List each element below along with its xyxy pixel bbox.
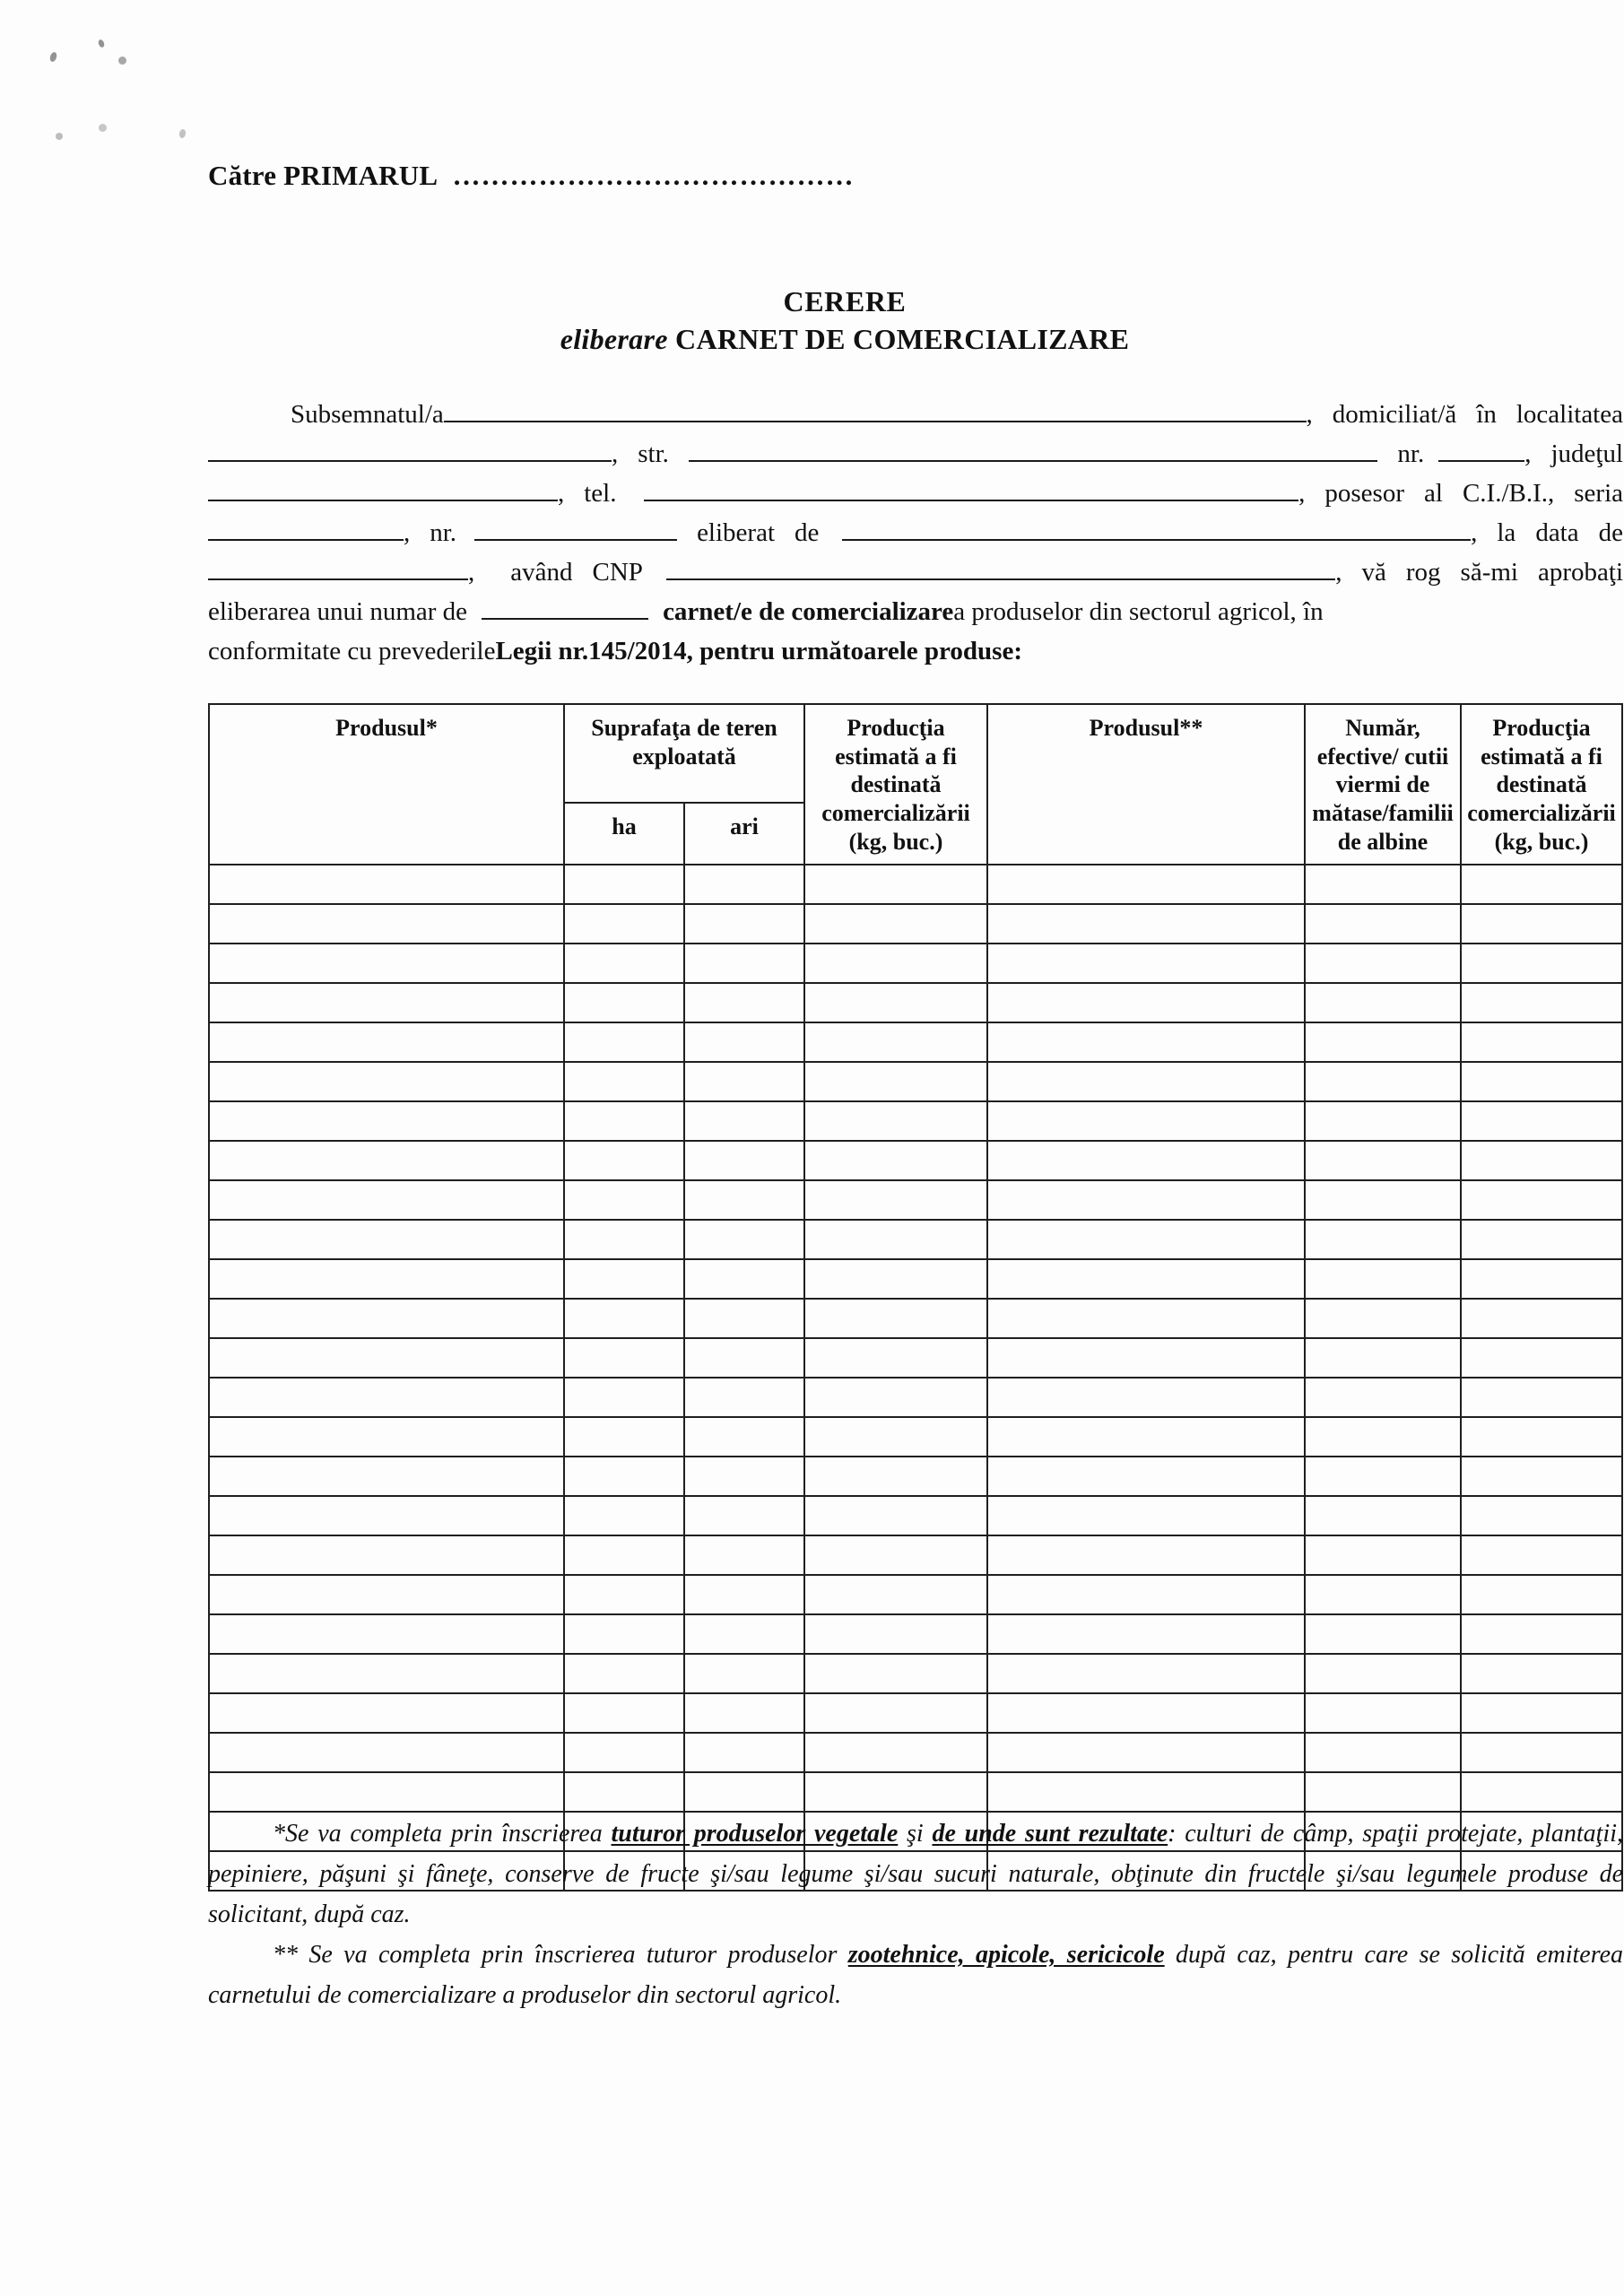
cell-ari[interactable] [684,983,804,1022]
label-sa-mi: să-mi [1460,558,1518,587]
footnote-2-underline-1: zootehnice, apicole, sericicole [847,1941,1165,1969]
page-subtitle [208,323,1481,357]
cell-productie-2[interactable] [1461,1417,1622,1457]
header-ha: ha [564,803,684,864]
header-productie-estimata-1: Producţia estimată a fi destinată comercializării (kg, buc.) [804,704,987,865]
cell-numar[interactable] [1305,1457,1461,1496]
table-row [209,1693,1622,1733]
comma-5: , [1298,479,1306,508]
scan-speck-icon [98,39,106,48]
header-produsul-1: Produsul* [209,704,564,865]
label-nr-1: nr. [1397,439,1425,468]
table-row [209,1378,1622,1417]
cell-ari[interactable] [684,1417,804,1457]
cell-produsul-2[interactable] [987,1457,1305,1496]
cell-productie-2[interactable] [1461,1220,1622,1259]
cell-produsul-1[interactable] [209,1614,564,1654]
cell-productie-2[interactable] [1461,1378,1622,1417]
products-table [208,703,1623,1892]
cell-numar[interactable] [1305,1772,1461,1812]
addressee-line [208,160,854,192]
cell-produsul-1[interactable] [209,1141,564,1180]
request-body-tail [208,592,1623,671]
header-numar-efective: Număr, efective/ cutii viermi de mătase/familii de albine [1305,704,1461,865]
cell-produsul-2[interactable] [987,1772,1305,1812]
label-legea-145: Legii nr.145/2014, pentru următoarele produse: [495,637,1022,665]
table-row [209,1220,1622,1259]
cell-productie-2[interactable] [1461,1338,1622,1378]
cell-ha[interactable] [564,1535,684,1575]
cell-productie-2[interactable] [1461,1062,1622,1101]
cell-produsul-2[interactable] [987,1259,1305,1299]
cell-productie-2[interactable] [1461,1614,1622,1654]
cell-productie-1[interactable] [804,1220,987,1259]
table-row [209,1772,1622,1812]
comma-1: , [1306,400,1313,429]
field-numar-carnete-rule[interactable] [482,595,648,620]
cell-productie-1[interactable] [804,1693,987,1733]
cell-productie-1[interactable] [804,1772,987,1812]
comma-7: , [1471,518,1478,547]
cell-produsul-2[interactable] [987,983,1305,1022]
cell-produsul-1[interactable] [209,1575,564,1614]
cell-ha[interactable] [564,1417,684,1457]
cell-ha[interactable] [564,1062,684,1101]
cell-numar[interactable] [1305,1654,1461,1693]
label-eliberarea-numar: eliberarea unui numar de [208,597,468,626]
cell-produsul-2[interactable] [987,1575,1305,1614]
cell-ha[interactable] [564,1338,684,1378]
table-row [209,1654,1622,1693]
cell-ari[interactable] [684,1614,804,1654]
label-carnet-comercializare: carnet/e de comercializare [663,597,954,626]
field-nr-ci-rule[interactable] [474,516,677,541]
label-judetul: judeţul [1550,439,1623,468]
cell-productie-2[interactable] [1461,1654,1622,1693]
label-domiciliat: domiciliat/ă [1332,400,1457,429]
footnote-1-part1: Se va completa prin înscrierea [285,1820,612,1848]
body-line-7 [208,631,1623,671]
cell-ha[interactable] [564,1180,684,1220]
cell-produsul-1[interactable] [209,983,564,1022]
footnote-2-part1: Se va completa prin înscrierea tuturor produselor [298,1941,848,1969]
cell-produsul-2[interactable] [987,1220,1305,1259]
cell-produsul-1[interactable] [209,1772,564,1812]
page-title: CERERE [783,285,907,317]
cell-productie-2[interactable] [1461,1457,1622,1496]
cell-ari[interactable] [684,1101,804,1141]
comma-8: , [468,558,475,587]
scan-speck-icon [178,128,187,138]
cell-produsul-2[interactable] [987,1141,1305,1180]
cell-productie-2[interactable] [1461,1733,1622,1772]
products-table-body [209,865,1622,1891]
cell-productie-1[interactable] [804,1457,987,1496]
cell-productie-2[interactable] [1461,944,1622,983]
header-ari: ari [684,803,804,864]
comma-9: , [1335,558,1342,587]
cell-ari[interactable] [684,1338,804,1378]
cell-ha[interactable] [564,1614,684,1654]
cell-productie-1[interactable] [804,1575,987,1614]
cell-productie-1[interactable] [804,1654,987,1693]
table-row [209,1141,1622,1180]
label-de-1: de [795,518,820,547]
comma-4: , [558,479,565,508]
products-table-head [209,704,1622,865]
label-ci-bi: C.I./B.I., [1462,479,1555,508]
cell-numar[interactable] [1305,983,1461,1022]
cell-produsul-1[interactable] [209,1733,564,1772]
header-produsul-2: Produsul** [987,704,1305,865]
cell-ha[interactable] [564,1022,684,1062]
body-line-5 [208,552,1623,592]
table-row [209,1417,1622,1457]
cell-ari[interactable] [684,865,804,904]
table-row [209,1338,1622,1378]
cell-numar[interactable] [1305,1693,1461,1733]
footnotes [208,1813,1623,2015]
cell-produsul-1[interactable] [209,1693,564,1733]
cell-productie-2[interactable] [1461,983,1622,1022]
cell-ha[interactable] [564,865,684,904]
cell-productie-2[interactable] [1461,1180,1622,1220]
field-nume-rule[interactable] [444,397,1307,422]
cell-ha[interactable] [564,1693,684,1733]
addressee-dots: …………………………………… [452,160,855,191]
cell-ha[interactable] [564,983,684,1022]
cell-numar[interactable] [1305,865,1461,904]
cell-productie-2[interactable] [1461,1101,1622,1141]
field-seria-rule[interactable] [208,516,404,541]
header-suprafata-teren: Suprafaţa de teren exploatată [564,704,804,803]
label-nr-2: nr. [430,518,457,547]
cell-ha[interactable] [564,1496,684,1535]
cell-productie-2[interactable] [1461,1299,1622,1338]
cell-productie-1[interactable] [804,1535,987,1575]
cell-produsul-1[interactable] [209,1022,564,1062]
scan-speck-icon [118,57,126,65]
cell-ari[interactable] [684,1022,804,1062]
label-la: la [1497,518,1516,547]
footnote-2-part2: după caz, pentru care se solicită emiterea carnetului de comercializare a produselor din sectorul agricol. [208,1941,1624,2009]
cell-productie-2[interactable] [1461,1693,1622,1733]
scan-speck-icon [56,133,63,140]
body-line-2 [208,434,1623,474]
footnote-1-underline-1: tuturor produselor vegetale [611,1820,899,1848]
cell-produsul-2[interactable] [987,1101,1305,1141]
cell-ha[interactable] [564,1733,684,1772]
cell-productie-1[interactable] [804,1733,987,1772]
cell-ha[interactable] [564,1457,684,1496]
field-numar-rule[interactable] [1438,437,1524,462]
label-aprobati: aprobaţi [1537,558,1623,587]
cell-numar[interactable] [1305,1259,1461,1299]
cell-productie-1[interactable] [804,1022,987,1062]
cell-produsul-2[interactable] [987,904,1305,944]
cell-ari[interactable] [684,1220,804,1259]
field-localitate-rule[interactable] [208,437,612,462]
footnote-1-star: * [273,1820,285,1848]
cell-produsul-2[interactable] [987,1654,1305,1693]
table-row [209,1733,1622,1772]
footnote-1-part2: şi [898,1820,933,1848]
cell-ari[interactable] [684,1457,804,1496]
cell-produsul-1[interactable] [209,1496,564,1535]
cell-productie-1[interactable] [804,944,987,983]
cell-produsul-2[interactable] [987,1496,1305,1535]
label-in: în [1476,400,1497,429]
label-produse-agricol: a produselor din sectorul agricol, în [953,597,1324,626]
cell-produsul-1[interactable] [209,1378,564,1417]
field-cnp-rule[interactable] [666,555,1335,580]
body-line-6 [208,592,1623,631]
table-row [209,1180,1622,1220]
cell-produsul-2[interactable] [987,1614,1305,1654]
cell-productie-2[interactable] [1461,1022,1622,1062]
label-posesor: posesor [1324,479,1404,508]
cell-ari[interactable] [684,1378,804,1417]
cell-ha[interactable] [564,1378,684,1417]
addressee-label: Către PRIMARUL [208,160,437,191]
label-seria: seria [1574,479,1623,508]
table-row [209,904,1622,944]
table-row [209,1496,1622,1535]
label-de-2: de [1598,518,1623,547]
cell-productie-1[interactable] [804,1141,987,1180]
table-row [209,983,1622,1022]
cell-produsul-1[interactable] [209,904,564,944]
comma-6: , [404,518,411,547]
cell-produsul-1[interactable] [209,1101,564,1141]
cell-productie-2[interactable] [1461,1575,1622,1614]
cell-numar[interactable] [1305,1575,1461,1614]
cell-produsul-1[interactable] [209,1062,564,1101]
cell-productie-1[interactable] [804,1180,987,1220]
cell-productie-1[interactable] [804,1417,987,1457]
label-tel: tel. [584,479,617,508]
title-block [208,285,1481,357]
label-cnp: CNP [592,558,643,587]
field-judet-rule[interactable] [208,476,558,501]
cell-ha[interactable] [564,1575,684,1614]
label-data: data [1535,518,1579,547]
cell-productie-1[interactable] [804,983,987,1022]
cell-ha[interactable] [564,1259,684,1299]
cell-ha[interactable] [564,944,684,983]
cell-productie-2[interactable] [1461,904,1622,944]
label-al: al [1424,479,1443,508]
footnote-1 [208,1813,1623,1935]
cell-ari[interactable] [684,1733,804,1772]
table-row [209,865,1622,904]
cell-produsul-1[interactable] [209,1654,564,1693]
cell-produsul-1[interactable] [209,1338,564,1378]
cell-productie-1[interactable] [804,1496,987,1535]
cell-productie-1[interactable] [804,1101,987,1141]
cell-produsul-1[interactable] [209,865,564,904]
label-rog: rog [1405,558,1441,587]
cell-ari[interactable] [684,904,804,944]
cell-ari[interactable] [684,1180,804,1220]
cell-ha[interactable] [564,1299,684,1338]
cell-produsul-1[interactable] [209,1299,564,1338]
cell-produsul-2[interactable] [987,865,1305,904]
subtitle-italic-word: eliberare [560,322,668,355]
cell-numar[interactable] [1305,1535,1461,1575]
table-row [209,1535,1622,1575]
header-productie-estimata-2: Producţia estimată a fi destinată comercializării (kg, buc.) [1461,704,1622,865]
cell-productie-2[interactable] [1461,1141,1622,1180]
field-strada-rule[interactable] [689,437,1377,462]
cell-productie-2[interactable] [1461,1496,1622,1535]
table-row [209,944,1622,983]
cell-produsul-2[interactable] [987,1535,1305,1575]
cell-ha[interactable] [564,1141,684,1180]
cell-produsul-2[interactable] [987,1733,1305,1772]
cell-produsul-2[interactable] [987,1417,1305,1457]
footnote-2-star: ** [273,1941,298,1969]
cell-ha[interactable] [564,1101,684,1141]
body-line-1 [208,395,1623,434]
cell-productie-1[interactable] [804,1062,987,1101]
cell-ari[interactable] [684,1575,804,1614]
cell-ari[interactable] [684,1299,804,1338]
label-conformitate: conformitate cu prevederile [208,637,496,665]
cell-numar[interactable] [1305,904,1461,944]
table-row [209,1101,1622,1141]
footnote-2 [208,1935,1623,2015]
cell-productie-1[interactable] [804,1378,987,1417]
cell-ari[interactable] [684,1693,804,1733]
cell-ari[interactable] [684,1535,804,1575]
cell-numar[interactable] [1305,1417,1461,1457]
label-localitatea: localitatea [1515,400,1623,429]
cell-numar[interactable] [1305,1180,1461,1220]
cell-productie-2[interactable] [1461,1259,1622,1299]
cell-produsul-1[interactable] [209,1417,564,1457]
table-row [209,1299,1622,1338]
field-eliberat-de-rule[interactable] [842,516,1471,541]
cell-produsul-1[interactable] [209,1220,564,1259]
cell-numar[interactable] [1305,1733,1461,1772]
table-header-row [209,704,1622,803]
cell-ari[interactable] [684,1259,804,1299]
cell-productie-1[interactable] [804,1614,987,1654]
cell-produsul-1[interactable] [209,944,564,983]
footnote-1-part3: : culturi de câmp, spaţii protejate, plantaţii, pepiniere, păşuni şi fâneţe, conserve de fructe şi/sau legume şi/sau sucuri naturale, obţinute din fructele şi/sau legumele produse de solicitant, după caz. [208,1820,1623,1928]
scan-speck-icon [99,124,107,132]
label-subsemnatul: Subsemnatul/a [291,400,444,429]
cell-produsul-2[interactable] [987,944,1305,983]
cell-produsul-1[interactable] [209,1535,564,1575]
cell-numar[interactable] [1305,1338,1461,1378]
scan-speck-icon [48,51,57,63]
cell-numar[interactable] [1305,1022,1461,1062]
cell-productie-1[interactable] [804,1259,987,1299]
cell-produsul-1[interactable] [209,1180,564,1220]
cell-productie-1[interactable] [804,1299,987,1338]
cell-numar[interactable] [1305,944,1461,983]
cell-produsul-1[interactable] [209,1259,564,1299]
comma-2: , [612,439,619,468]
cell-ha[interactable] [564,904,684,944]
cell-ha[interactable] [564,1654,684,1693]
cell-produsul-1[interactable] [209,1457,564,1496]
cell-productie-1[interactable] [804,904,987,944]
comma-3: , [1524,439,1532,468]
label-va: vă [1361,558,1386,587]
cell-ari[interactable] [684,1141,804,1180]
field-data-eliberare-rule[interactable] [208,555,468,580]
label-avand: având [510,558,573,587]
table-row [209,1614,1622,1654]
cell-produsul-2[interactable] [987,1022,1305,1062]
cell-numar[interactable] [1305,1220,1461,1259]
table-row [209,1022,1622,1062]
cell-numar[interactable] [1305,1378,1461,1417]
cell-productie-2[interactable] [1461,865,1622,904]
body-line-3 [208,474,1623,513]
table-row [209,1259,1622,1299]
cell-numar[interactable] [1305,1614,1461,1654]
cell-produsul-2[interactable] [987,1062,1305,1101]
label-eliberat: eliberat [697,518,776,547]
cell-numar[interactable] [1305,1299,1461,1338]
cell-produsul-2[interactable] [987,1180,1305,1220]
table-row [209,1062,1622,1101]
cell-productie-1[interactable] [804,1338,987,1378]
subtitle-rest: CARNET DE COMERCIALIZARE [667,322,1130,355]
cell-produsul-2[interactable] [987,1299,1305,1338]
label-str: str. [638,439,669,468]
body-line-4 [208,513,1623,552]
cell-productie-2[interactable] [1461,1535,1622,1575]
cell-numar[interactable] [1305,1062,1461,1101]
cell-numar[interactable] [1305,1141,1461,1180]
cell-ha[interactable] [564,1220,684,1259]
cell-ha[interactable] [564,1772,684,1812]
cell-ari[interactable] [684,1772,804,1812]
cell-ari[interactable] [684,1496,804,1535]
field-telefon-rule[interactable] [644,476,1299,501]
table-row [209,1457,1622,1496]
applicant-details-paragraph [208,395,1623,592]
cell-productie-2[interactable] [1461,1772,1622,1812]
cell-numar[interactable] [1305,1101,1461,1141]
cell-numar[interactable] [1305,1496,1461,1535]
cell-produsul-2[interactable] [987,1693,1305,1733]
cell-produsul-2[interactable] [987,1378,1305,1417]
cell-ari[interactable] [684,944,804,983]
cell-produsul-2[interactable] [987,1338,1305,1378]
cell-ari[interactable] [684,1062,804,1101]
cell-productie-1[interactable] [804,865,987,904]
cell-ari[interactable] [684,1654,804,1693]
footnote-1-underline-2: de unde sunt rezultate [932,1820,1168,1848]
table-row [209,1575,1622,1614]
